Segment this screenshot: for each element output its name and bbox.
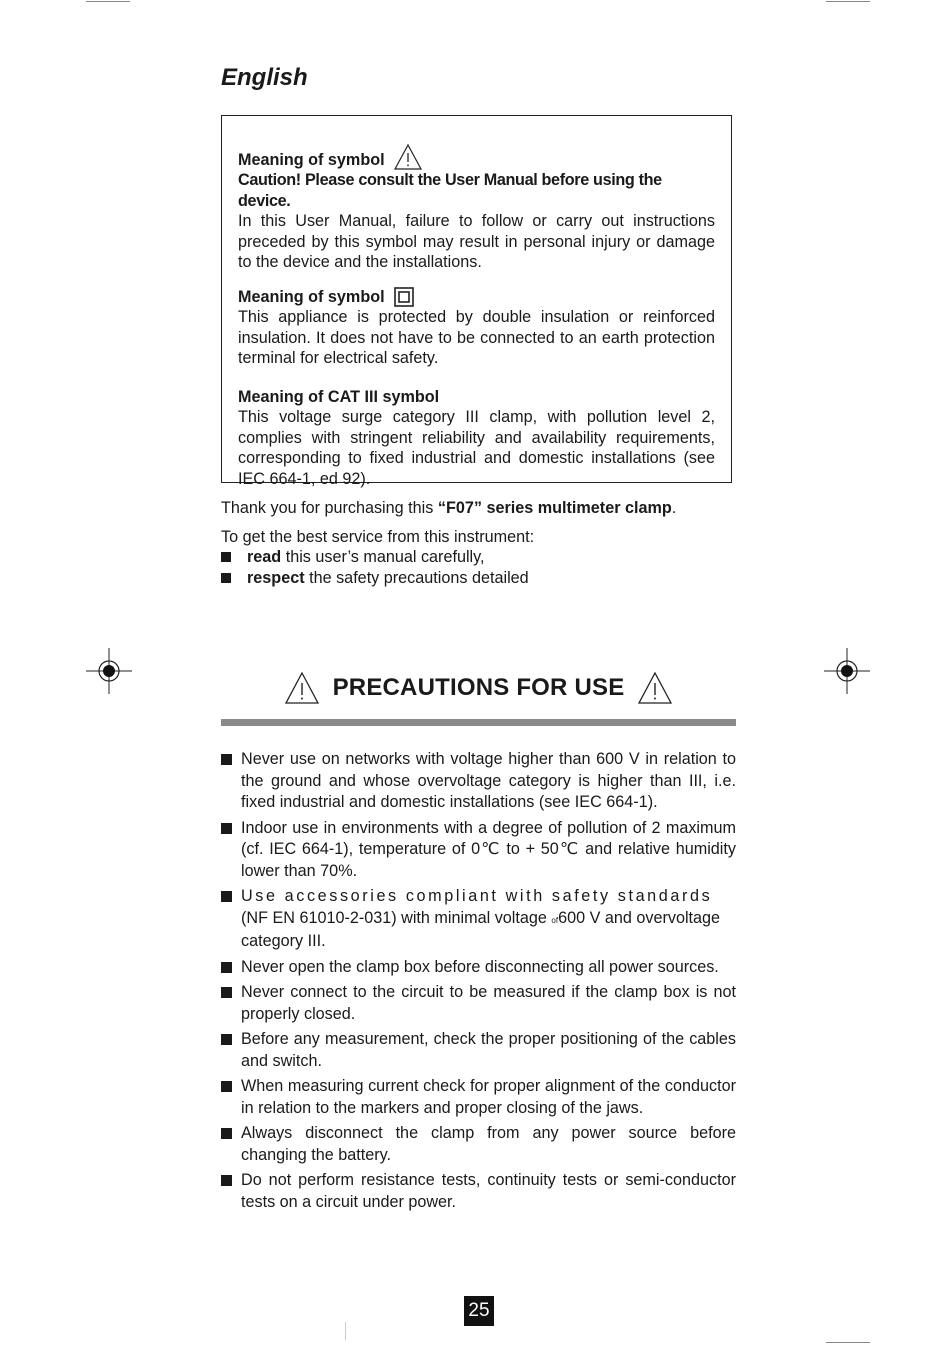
symbol-warning-section xyxy=(238,144,715,273)
cat-iii-section xyxy=(238,387,715,490)
bullet-square-icon xyxy=(221,987,232,998)
list-item xyxy=(221,547,736,568)
precaution-text: Indoor use in environments with a degree of pollution of 2 maximum (cf. IEC 664-1), temperature of 0℃ to + 50℃ and relative humidity lower than 70%. xyxy=(241,818,736,880)
accessories-line2b: 600 V and overvoltage xyxy=(558,908,721,927)
list-item xyxy=(221,1170,736,1213)
precautions-list xyxy=(221,749,736,1217)
precaution-text: Always disconnect the clamp from any power source before changing the battery. xyxy=(241,1124,736,1164)
best-service-text: To get the best service from this instrument: xyxy=(221,527,535,546)
cat-iii-description: This voltage surge category III clamp, with pollution level 2, complies with stringent reliability and availability requirements, corresponding to fixed industrial and domestic installations (see IEC 664-1, ed 92). xyxy=(238,408,715,488)
symbol-double-insulation-section xyxy=(238,287,715,369)
accessories-of: of xyxy=(551,915,559,925)
warning-triangle-icon xyxy=(285,672,319,704)
warning-triangle-icon xyxy=(638,672,672,704)
precaution-text: When measuring current check for proper alignment of the conductor in relation to the markers and proper closing of the jaws. xyxy=(241,1077,736,1117)
bullet-square-icon xyxy=(221,754,232,765)
list-item xyxy=(221,1029,736,1072)
respect-rest: the safety precautions detailed xyxy=(304,568,529,587)
print-mark xyxy=(345,1322,346,1340)
accessories-line1: Use accessories compliant with safety standards xyxy=(241,887,713,905)
list-item xyxy=(221,957,736,979)
page-number: 25 xyxy=(464,1296,494,1326)
warning-triangle-icon xyxy=(394,144,422,170)
symbol-heading-text: Meaning of symbol xyxy=(238,287,385,306)
precaution-text: Never use on networks with voltage higher than 600 V in relation to the ground and whose overvoltage category is higher than III, i.e. fixed industrial and domestic installations (see IEC 664-1). xyxy=(241,750,736,811)
intro-section xyxy=(221,498,736,588)
precaution-text: Do not perform resistance tests, continuity tests or semi-conductor tests on a circuit under power. xyxy=(241,1171,736,1211)
bullet-square-icon xyxy=(221,573,231,583)
read-bold: read xyxy=(247,548,282,566)
list-item xyxy=(221,982,736,1025)
bullet-square-icon xyxy=(221,1034,232,1045)
bullet-square-icon xyxy=(221,823,232,834)
list-item xyxy=(221,1123,736,1166)
read-rest: this user’s manual carefully, xyxy=(281,548,485,566)
precaution-text: Never connect to the circuit to be measured if the clamp box is not properly closed. xyxy=(241,983,736,1023)
crop-mark xyxy=(826,1342,870,1343)
bullet-square-icon xyxy=(221,962,232,973)
precautions-heading: PRECAUTIONS FOR USE xyxy=(332,674,625,701)
symbols-box xyxy=(221,115,732,488)
symbol-double-insulation-heading xyxy=(238,287,715,308)
symbol-warning-heading xyxy=(238,144,715,170)
thanks-period: . xyxy=(671,499,677,517)
list-item xyxy=(221,818,736,883)
crop-mark xyxy=(826,1,870,2)
product-name: “F07” series multimeter clamp xyxy=(437,499,672,517)
caution-text: Caution! Please consult the User Manual before using the device. xyxy=(238,171,662,210)
thanks-text: Thank you for purchasing this xyxy=(221,499,438,517)
registration-mark-icon xyxy=(824,648,870,694)
precaution-text: Before any measurement, check the proper positioning of the cables and switch. xyxy=(241,1030,736,1070)
bullet-square-icon xyxy=(221,552,231,562)
bullet-square-icon xyxy=(221,1128,232,1139)
double-insulation-icon xyxy=(394,287,414,307)
list-item xyxy=(221,568,736,589)
bullet-square-icon xyxy=(221,1175,232,1186)
accessories-line3: category III. xyxy=(241,932,326,950)
precaution-accessories xyxy=(241,886,736,953)
precautions-title xyxy=(221,672,736,704)
symbol-warning-description: In this User Manual, failure to follow or carry out instructions preceded by this symbol may result in personal injury or damage to the device and the installations. xyxy=(238,212,715,271)
accessories-line2a: (NF EN 61010-2-031) with minimal voltage xyxy=(241,908,547,927)
bullet-square-icon xyxy=(221,1081,232,1092)
list-item xyxy=(221,1076,736,1119)
symbol-heading-text: Meaning of symbol xyxy=(238,150,385,169)
thanks-paragraph xyxy=(221,498,736,519)
list-item xyxy=(221,749,736,814)
symbol-double-insulation-description: This appliance is protected by double insulation or reinforced insulation. It does not have to be connected to an earth protection terminal for electrical safety. xyxy=(238,308,715,367)
crop-mark xyxy=(86,1,130,2)
language-heading: English xyxy=(221,64,308,91)
precaution-text: Never open the clamp box before disconnecting all power sources. xyxy=(241,957,719,976)
cat-iii-heading: Meaning of CAT III symbol xyxy=(238,387,440,406)
title-divider xyxy=(221,719,736,726)
intro-list xyxy=(221,547,736,588)
bullet-square-icon xyxy=(221,891,232,902)
respect-bold: respect xyxy=(247,568,305,587)
registration-mark-icon xyxy=(86,648,132,694)
list-item xyxy=(221,886,736,953)
